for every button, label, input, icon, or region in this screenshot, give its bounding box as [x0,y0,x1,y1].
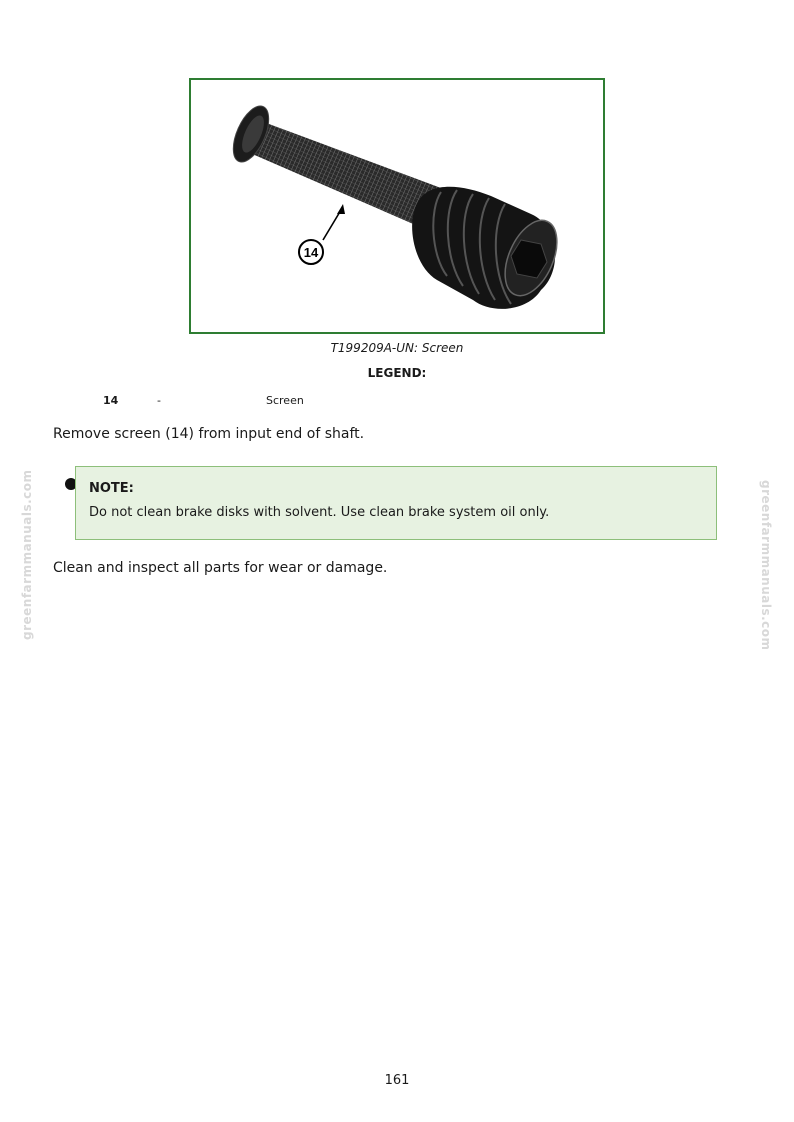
screen-part-illustration [191,80,603,332]
legend-item-number: 14 [103,394,119,407]
callout-14 [299,204,345,264]
screen-tube [226,101,441,230]
watermark-left: greenfarmmanuals.com [20,469,34,640]
legend-item-dash: - [157,394,161,407]
watermark-right: greenfarmmanuals.com [759,480,773,651]
callout-label: 14 [303,245,319,260]
note-box [75,466,717,540]
figure-caption: T199209A-UN: Screen [330,341,464,355]
legend-item-text: Screen [266,394,304,407]
note-text: Do not clean brake disks with solvent. Use clean brake system oil only. [89,505,550,520]
note-title: NOTE: [89,481,134,496]
legend-title: LEGEND: [367,366,427,380]
step-remove-screen: Remove screen (14) from input end of shaft. [53,426,365,442]
page-number: 161 [384,1073,410,1088]
threaded-plug [412,187,567,309]
step-clean-inspect: Clean and inspect all parts for wear or damage. [53,560,388,576]
figure-frame [189,78,605,334]
